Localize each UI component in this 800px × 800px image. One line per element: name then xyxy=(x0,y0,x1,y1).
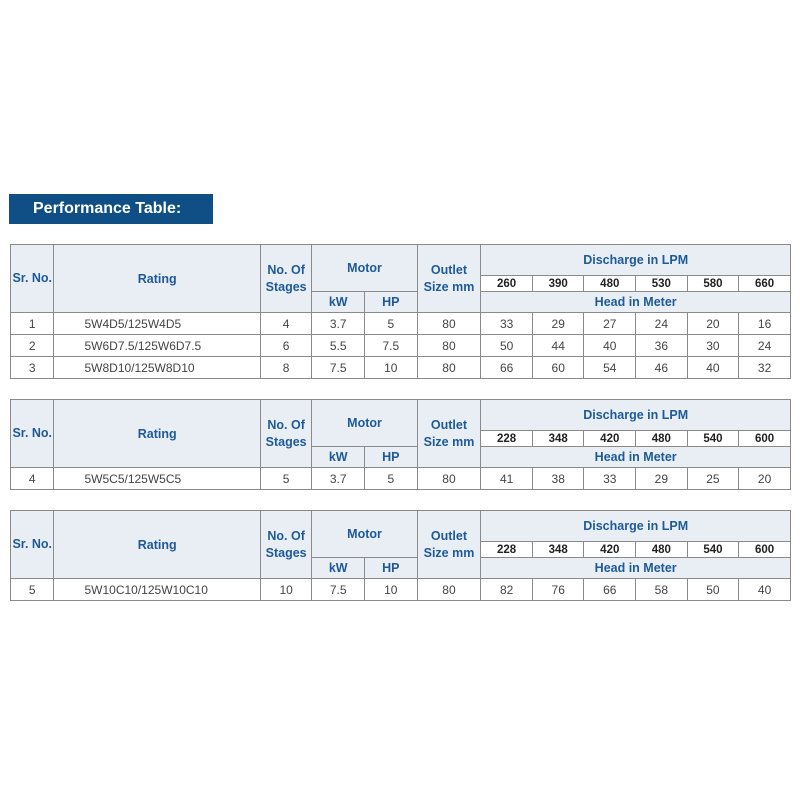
discharge-value: 228 xyxy=(481,542,533,558)
head-value-cell: 76 xyxy=(532,579,584,601)
header-row xyxy=(11,245,791,276)
motor-header: Motor xyxy=(312,245,417,292)
outlet-cell: 80 xyxy=(417,468,481,490)
head-value-cell: 32 xyxy=(739,357,791,379)
head-value-cell: 24 xyxy=(636,313,688,335)
kw-cell: 7.5 xyxy=(312,357,365,379)
head-header: Head in Meter xyxy=(481,447,791,468)
header-row xyxy=(11,511,791,542)
rating-cell: 5W5C5/125W5C5 xyxy=(54,468,260,490)
table-row xyxy=(11,313,791,335)
stages-header: No. Of Stages xyxy=(260,400,312,468)
head-value-cell: 16 xyxy=(739,313,791,335)
kw-cell: 3.7 xyxy=(312,313,365,335)
head-value-cell: 58 xyxy=(636,579,688,601)
head-value-cell: 33 xyxy=(584,468,636,490)
stages-cell: 5 xyxy=(260,468,312,490)
stages-header: No. Of Stages xyxy=(260,245,312,313)
head-value-cell: 44 xyxy=(532,335,584,357)
discharge-value: 420 xyxy=(584,542,636,558)
discharge-value: 540 xyxy=(687,431,739,447)
sr-no-header: Sr. No. xyxy=(11,511,54,579)
table-row xyxy=(11,357,791,379)
head-value-cell: 20 xyxy=(687,313,739,335)
head-value-cell: 82 xyxy=(481,579,533,601)
discharge-value: 600 xyxy=(739,542,791,558)
head-value-cell: 60 xyxy=(532,357,584,379)
outlet-cell: 80 xyxy=(417,357,481,379)
discharge-header: Discharge in LPM xyxy=(481,400,791,431)
discharge-value: 580 xyxy=(687,276,739,292)
hp-cell: 5 xyxy=(365,468,418,490)
sr-no-cell: 1 xyxy=(11,313,54,335)
performance-table xyxy=(10,510,791,601)
head-value-cell: 41 xyxy=(481,468,533,490)
stages-cell: 8 xyxy=(260,357,312,379)
head-header: Head in Meter xyxy=(481,292,791,313)
discharge-value: 228 xyxy=(481,431,533,447)
discharge-value: 660 xyxy=(739,276,791,292)
discharge-value: 600 xyxy=(739,431,791,447)
head-value-cell: 36 xyxy=(636,335,688,357)
outlet-cell: 80 xyxy=(417,313,481,335)
discharge-value: 260 xyxy=(481,276,533,292)
discharge-value: 540 xyxy=(687,542,739,558)
rating-header: Rating xyxy=(54,245,260,313)
motor-header: Motor xyxy=(312,511,417,558)
kw-header: kW xyxy=(312,292,365,313)
head-value-cell: 66 xyxy=(481,357,533,379)
performance-table xyxy=(10,399,791,490)
sr-no-cell: 3 xyxy=(11,357,54,379)
outlet-cell: 80 xyxy=(417,579,481,601)
head-value-cell: 40 xyxy=(687,357,739,379)
head-value-cell: 50 xyxy=(687,579,739,601)
table-row xyxy=(11,579,791,601)
hp-header: HP xyxy=(365,447,418,468)
hp-cell: 5 xyxy=(365,313,418,335)
head-value-cell: 66 xyxy=(584,579,636,601)
head-value-cell: 20 xyxy=(739,468,791,490)
kw-cell: 5.5 xyxy=(312,335,365,357)
table-row xyxy=(11,335,791,357)
rating-cell: 5W8D10/125W8D10 xyxy=(54,357,260,379)
rating-cell: 5W6D7.5/125W6D7.5 xyxy=(54,335,260,357)
hp-header: HP xyxy=(365,292,418,313)
motor-header: Motor xyxy=(312,400,417,447)
sr-no-header: Sr. No. xyxy=(11,400,54,468)
stages-cell: 6 xyxy=(260,335,312,357)
discharge-header: Discharge in LPM xyxy=(481,511,791,542)
table-row xyxy=(11,468,791,490)
discharge-value: 530 xyxy=(636,276,688,292)
rating-cell: 5W10C10/125W10C10 xyxy=(54,579,260,601)
sr-no-cell: 4 xyxy=(11,468,54,490)
discharge-value: 480 xyxy=(584,276,636,292)
head-value-cell: 29 xyxy=(532,313,584,335)
stages-cell: 4 xyxy=(260,313,312,335)
outlet-size-header: Outlet Size mm xyxy=(417,400,481,468)
rating-header: Rating xyxy=(54,400,260,468)
head-value-cell: 25 xyxy=(687,468,739,490)
discharge-value: 420 xyxy=(584,431,636,447)
stages-cell: 10 xyxy=(260,579,312,601)
sr-no-header: Sr. No. xyxy=(11,245,54,313)
discharge-value: 390 xyxy=(532,276,584,292)
hp-cell: 7.5 xyxy=(365,335,418,357)
kw-cell: 3.7 xyxy=(312,468,365,490)
head-value-cell: 30 xyxy=(687,335,739,357)
sr-no-cell: 5 xyxy=(11,579,54,601)
head-value-cell: 27 xyxy=(584,313,636,335)
head-header: Head in Meter xyxy=(481,558,791,579)
kw-cell: 7.5 xyxy=(312,579,365,601)
discharge-value: 480 xyxy=(636,542,688,558)
hp-cell: 10 xyxy=(365,579,418,601)
sr-no-cell: 2 xyxy=(11,335,54,357)
head-value-cell: 38 xyxy=(532,468,584,490)
head-value-cell: 40 xyxy=(584,335,636,357)
head-value-cell: 33 xyxy=(481,313,533,335)
head-value-cell: 46 xyxy=(636,357,688,379)
page-title: Performance Table: xyxy=(9,194,213,224)
hp-header: HP xyxy=(365,558,418,579)
header-row xyxy=(11,400,791,431)
head-value-cell: 24 xyxy=(739,335,791,357)
head-value-cell: 40 xyxy=(739,579,791,601)
rating-header: Rating xyxy=(54,511,260,579)
stages-header: No. Of Stages xyxy=(260,511,312,579)
discharge-value: 348 xyxy=(532,542,584,558)
discharge-value: 348 xyxy=(532,431,584,447)
kw-header: kW xyxy=(312,558,365,579)
kw-header: kW xyxy=(312,447,365,468)
head-value-cell: 50 xyxy=(481,335,533,357)
hp-cell: 10 xyxy=(365,357,418,379)
head-value-cell: 29 xyxy=(636,468,688,490)
rating-cell: 5W4D5/125W4D5 xyxy=(54,313,260,335)
performance-table xyxy=(10,244,791,379)
discharge-header: Discharge in LPM xyxy=(481,245,791,276)
head-value-cell: 54 xyxy=(584,357,636,379)
outlet-size-header: Outlet Size mm xyxy=(417,245,481,313)
outlet-cell: 80 xyxy=(417,335,481,357)
discharge-value: 480 xyxy=(636,431,688,447)
outlet-size-header: Outlet Size mm xyxy=(417,511,481,579)
